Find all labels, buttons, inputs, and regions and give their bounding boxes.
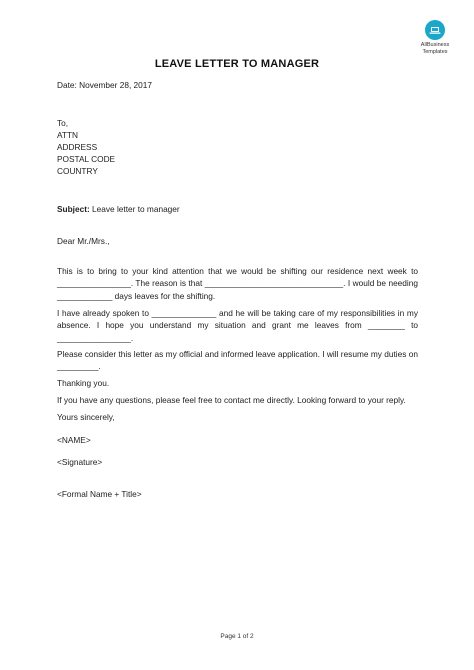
subject-line bbox=[57, 203, 180, 215]
body-paragraph-1: This is to bring to your kind attention that we would be shifting our residence next week to ________________. The reason is that ______________________________. I would be needing ____________ days leaves for the shifting. bbox=[57, 266, 418, 301]
salutation: Dear Mr./Mrs., bbox=[57, 236, 110, 246]
name-placeholder: <NAME> bbox=[57, 435, 91, 445]
address-to: To, bbox=[57, 118, 69, 128]
logo-text-line2: Templates bbox=[422, 48, 448, 55]
formal-name-placeholder: <Formal Name + Title> bbox=[57, 489, 142, 499]
signature-placeholder: <Signature> bbox=[57, 457, 103, 467]
subject-label: Subject: bbox=[57, 204, 90, 214]
closing-line: Yours sincerely, bbox=[57, 412, 115, 422]
document-title: LEAVE LETTER TO MANAGER bbox=[154, 58, 320, 70]
letter-date: Date: November 28, 2017 bbox=[57, 80, 153, 90]
contact-line: If you have any questions, please feel free to contact me directly. Looking forward to your reply. bbox=[57, 395, 406, 405]
page-number: Page 1 of 2 bbox=[220, 633, 254, 640]
logo-text-line1: AllBusiness bbox=[420, 42, 450, 48]
address-postal-code: POSTAL CODE bbox=[57, 154, 116, 164]
body-paragraph-3: Please consider this letter as my official and informed leave application. I will resume my duties on _________. bbox=[57, 349, 418, 372]
thanking-line: Thanking you. bbox=[57, 378, 110, 388]
brand-logo bbox=[410, 20, 460, 55]
address-line: ADDRESS bbox=[57, 142, 98, 152]
subject-text: Leave letter to manager bbox=[89, 204, 180, 214]
body-paragraph-2: I have already spoken to ______________ and he will be taking care of my responsibilities in my absence. I hope you understand my situation and grant me leaves from ________ to ________________. bbox=[57, 308, 418, 343]
laptop-icon bbox=[425, 20, 445, 40]
address-attn: ATTN bbox=[57, 130, 79, 140]
address-country: COUNTRY bbox=[57, 166, 98, 176]
